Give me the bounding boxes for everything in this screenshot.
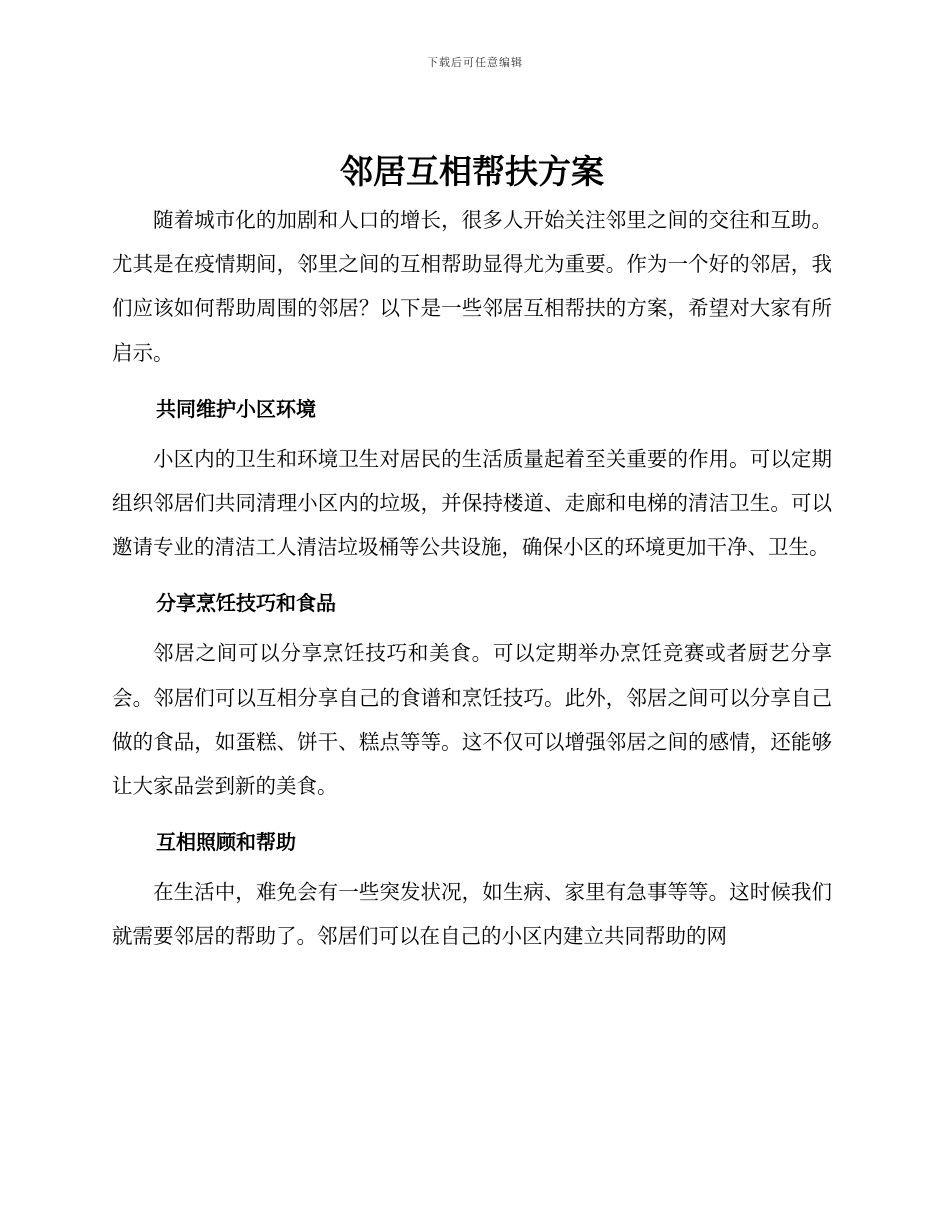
section-paragraph: 在生活中，难免会有一些突发状况，如生病、家里有急事等等。这时候我们就需要邻居的帮助了。邻居们可以在自己的小区内建立共同帮助的网: [112, 880, 832, 949]
section-heading: 互相照顾和帮助: [156, 830, 296, 855]
document-body: [112, 146, 832, 959]
section-heading: 共同维护小区环境: [156, 396, 316, 421]
document-title: 邻居互相帮扶方案: [340, 152, 604, 191]
section-heading: 分享烹饪技巧和食品: [156, 591, 336, 616]
header-note: 下载后可任意编辑: [427, 56, 523, 69]
intro-paragraph: 随着城市化的加剧和人口的增长，很多人开始关注邻里之间的交往和互助。尤其是在疫情期间，邻里之间的互相帮助显得尤为重要。作为一个好的邻居，我们应该如何帮助周围的邻居？以下是一些邻居互相帮扶的方案，希望对大家有所启示。: [112, 208, 832, 365]
section-paragraph: 小区内的卫生和环境卫生对居民的生活质量起着至关重要的作用。可以定期组织邻居们共同清理小区内的垃圾，并保持楼道、走廊和电梯的清洁卫生。可以邀请专业的清洁工人清洁垃圾桶等公共设施，确保小区的环境更加干净、卫生。: [112, 446, 832, 560]
section-paragraph: 邻居之间可以分享烹饪技巧和美食。可以定期举办烹饪竞赛或者厨艺分享会。邻居们可以互相分享自己的食谱和烹饪技巧。此外，邻居之间可以分享自己做的食品，如蛋糕、饼干、糕点等等。这不仅可以增强邻居之间的感情，还能够让大家品尝到新的美食。: [112, 641, 832, 799]
